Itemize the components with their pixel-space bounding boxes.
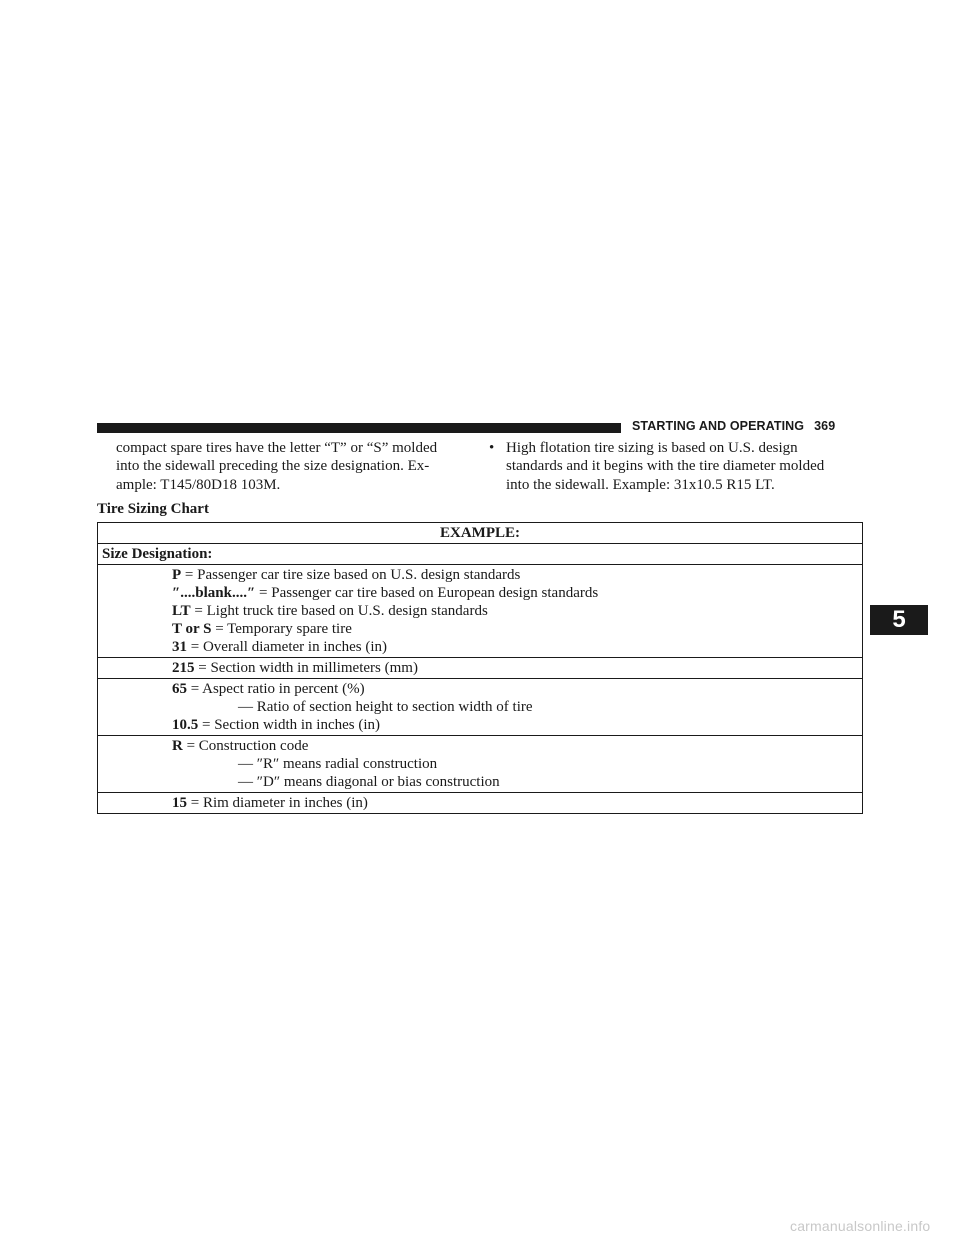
size-description: — ″R″ means radial construction xyxy=(238,756,438,772)
size-description: = Aspect ratio in percent (%) xyxy=(190,681,365,697)
right-column-text xyxy=(489,439,863,494)
size-description: = Section width in millimeters (mm) xyxy=(198,660,418,676)
size-code: LT xyxy=(172,603,191,619)
chart-line xyxy=(98,620,862,638)
size-description: = Temporary spare tire xyxy=(215,621,352,637)
size-code: R xyxy=(172,738,183,754)
size-description: = Passenger car tire size based on U.S. design standards xyxy=(184,567,521,583)
left-column-text xyxy=(116,439,463,494)
chart-header: EXAMPLE: xyxy=(440,525,520,541)
watermark-text: carmanualsonline.info xyxy=(790,1218,931,1234)
header-rule xyxy=(97,423,621,433)
size-code: 215 xyxy=(172,660,195,676)
bullet-icon: • xyxy=(489,440,495,456)
tire-sizing-chart xyxy=(97,522,863,814)
chart-line xyxy=(98,566,862,584)
chart-line xyxy=(98,794,862,812)
text-line: into the sidewall preceding the size designation. Ex- xyxy=(116,458,430,475)
bullet-text xyxy=(506,439,863,494)
size-description: — ″D″ means diagonal or bias construction xyxy=(238,774,500,790)
chart-group xyxy=(98,657,862,678)
size-description: = Rim diameter in inches (in) xyxy=(190,795,368,811)
chart-group xyxy=(98,564,862,657)
chart-line xyxy=(98,716,862,734)
chart-subheader: Size Designation: xyxy=(98,543,862,564)
text-line: ample: T145/80D18 103M. xyxy=(116,476,281,493)
size-code: 31 xyxy=(172,639,187,655)
chart-line xyxy=(98,602,862,620)
size-code: ″....blank....″ xyxy=(172,585,256,601)
text-line: into the sidewall. Example: 31x10.5 R15 LT. xyxy=(506,476,775,493)
size-description: — Ratio of section height to section width of tire xyxy=(238,699,533,715)
bullet-item xyxy=(489,439,863,494)
size-description: = Section width in inches (in) xyxy=(202,717,381,733)
chapter-tab: 5 xyxy=(870,605,928,635)
chart-group xyxy=(98,792,862,813)
size-code: 15 xyxy=(172,795,187,811)
size-code: 10.5 xyxy=(172,717,199,733)
chart-line xyxy=(98,773,862,791)
size-code: P xyxy=(172,567,182,583)
chart-line xyxy=(98,638,862,656)
section-heading: STARTING AND OPERATING xyxy=(632,419,805,433)
chart-group xyxy=(98,735,862,792)
size-description: = Construction code xyxy=(186,738,309,754)
chart-line xyxy=(98,584,862,602)
size-description: = Passenger car tire based on European design standards xyxy=(259,585,599,601)
chart-line xyxy=(98,755,862,773)
chart-line xyxy=(98,737,862,755)
size-code: 65 xyxy=(172,681,187,697)
size-description: = Overall diameter in inches (in) xyxy=(190,639,388,655)
chart-line xyxy=(98,698,862,716)
running-header xyxy=(632,419,835,433)
chart-line xyxy=(98,659,862,677)
text-line: standards and it begins with the tire diameter molded xyxy=(506,458,825,475)
chart-line xyxy=(98,680,862,698)
text-line: High flotation tire sizing is based on U.S. design xyxy=(506,440,798,456)
section-title: Tire Sizing Chart xyxy=(97,501,209,517)
size-description: = Light truck tire based on U.S. design standards xyxy=(194,603,488,619)
size-code: T or S xyxy=(172,621,212,637)
text-line: compact spare tires have the letter “T” or “S” molded xyxy=(116,440,438,456)
page-number: 369 xyxy=(814,419,836,433)
chart-group xyxy=(98,678,862,735)
